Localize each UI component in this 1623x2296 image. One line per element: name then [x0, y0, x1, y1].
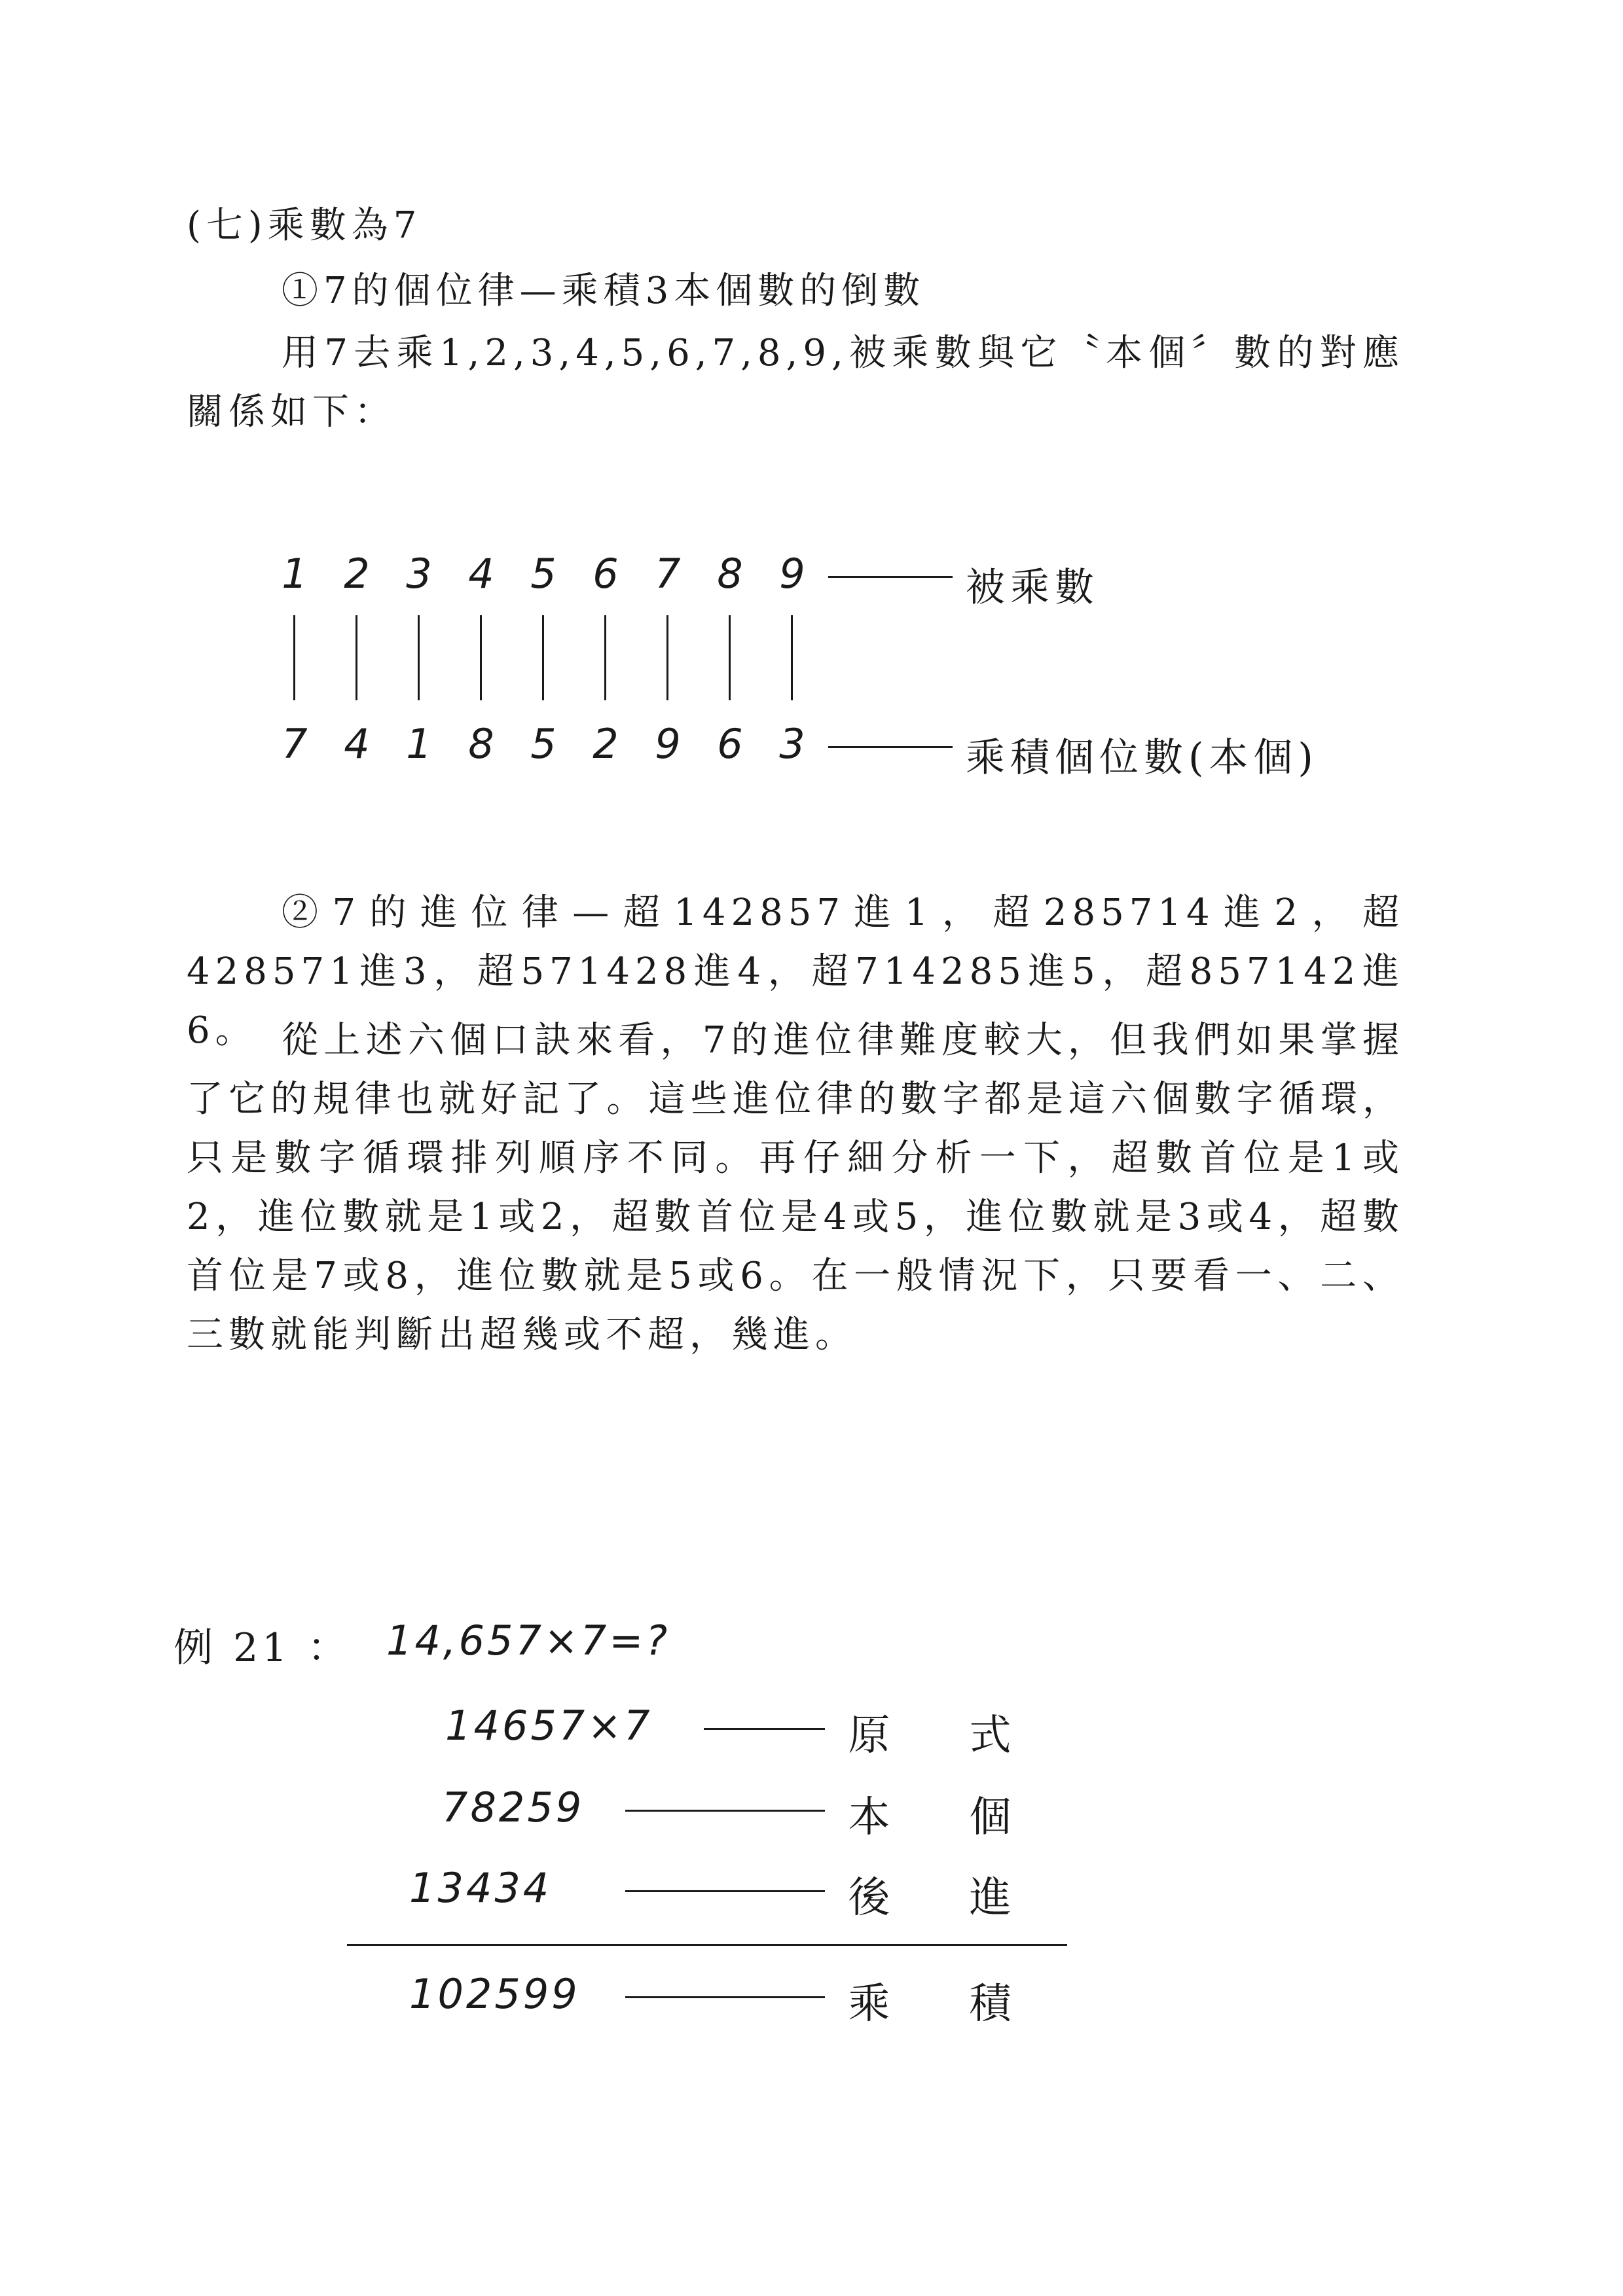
top-label: 被乘數 [966, 565, 1099, 611]
multiplicand-digit: 1 [282, 550, 308, 598]
bottom-label-connector [828, 746, 953, 748]
row-label: 本 個 [848, 1793, 1012, 1842]
rule1-intro: 用7去乘1,2,3,4,5,6,7,8,9,被乘數與它〝本個〞數的對應關係如下： [187, 332, 1404, 433]
row-connector [625, 1890, 825, 1892]
multiplicand-digit: 9 [779, 550, 805, 598]
product-digit: 1 [406, 720, 432, 768]
mapping-link [356, 615, 357, 700]
example-label: 例 21 ： [173, 1625, 351, 1671]
multiplicand-digit: 2 [344, 550, 370, 598]
row-label: 乘 積 [848, 1980, 1012, 2028]
top-label-connector [828, 576, 953, 578]
units-digits-row: 78259 [442, 1784, 585, 1831]
explanation-paragraph: 從上述六個口訣來看，7的進位律難度較大，但我們如果掌握了它的規律也就好記了。這些進位律的數字都是這六個數字循環，只是數字循環排列順序不同。再仔細分析一下，超數首位是1或2，進位數就是1或2，超數首位是4或5，進位數就是3或4，超數首位是7或8，進位數就是5或6。在一般情況下，只要看一、二、三數就能判斷出超幾或不超，幾進。 [187, 1019, 1404, 1356]
mapping-link [418, 615, 420, 700]
carry-digits-row: 13434 [409, 1864, 552, 1912]
multiplicand-digit: 7 [655, 550, 681, 598]
bottom-label: 乘積個位數(本個) [966, 735, 1319, 781]
row-label: 後 進 [848, 1874, 1012, 1922]
multiplicand-digit: 5 [530, 550, 556, 598]
multiplicand-digit: 6 [593, 550, 619, 598]
rule2-text: ②7的進位律—超142857進1，超285714進2，超428571進3，超571428進4，超714285進5，超857142進6。 [187, 891, 1404, 1052]
product-digit: 5 [530, 720, 556, 768]
section-title: (七)乘數為7 [187, 204, 422, 247]
mapping-link [480, 615, 482, 700]
mapping-link [604, 615, 606, 700]
product-digit: 9 [655, 720, 681, 768]
multiplicand-digit: 8 [717, 550, 743, 598]
sum-rule [347, 1944, 1067, 1946]
mapping-link [666, 615, 668, 700]
row-connector [625, 1810, 825, 1812]
mapping-link [542, 615, 544, 700]
product-digit: 4 [344, 720, 370, 768]
product-digit: 8 [468, 720, 494, 768]
multiplicand-digit: 4 [468, 550, 494, 598]
row-connector [704, 1728, 825, 1730]
product-digit: 3 [779, 720, 805, 768]
row-label: 原 式 [848, 1712, 1012, 1760]
mapping-link [729, 615, 731, 700]
product-digit: 2 [593, 720, 619, 768]
original-expression: 14657×7 [445, 1702, 653, 1749]
product-digit: 7 [282, 720, 308, 768]
product-result: 102599 [409, 1970, 580, 2018]
row-connector [625, 1996, 825, 1998]
example-problem: 14,657×7=? [386, 1617, 670, 1664]
product-digit: 6 [717, 720, 743, 768]
mapping-link [791, 615, 793, 700]
rule1-heading: ①7的個位律—乘積3本個數的倒數 [282, 270, 926, 312]
multiplicand-digit: 3 [406, 550, 432, 598]
mapping-link [293, 615, 295, 700]
